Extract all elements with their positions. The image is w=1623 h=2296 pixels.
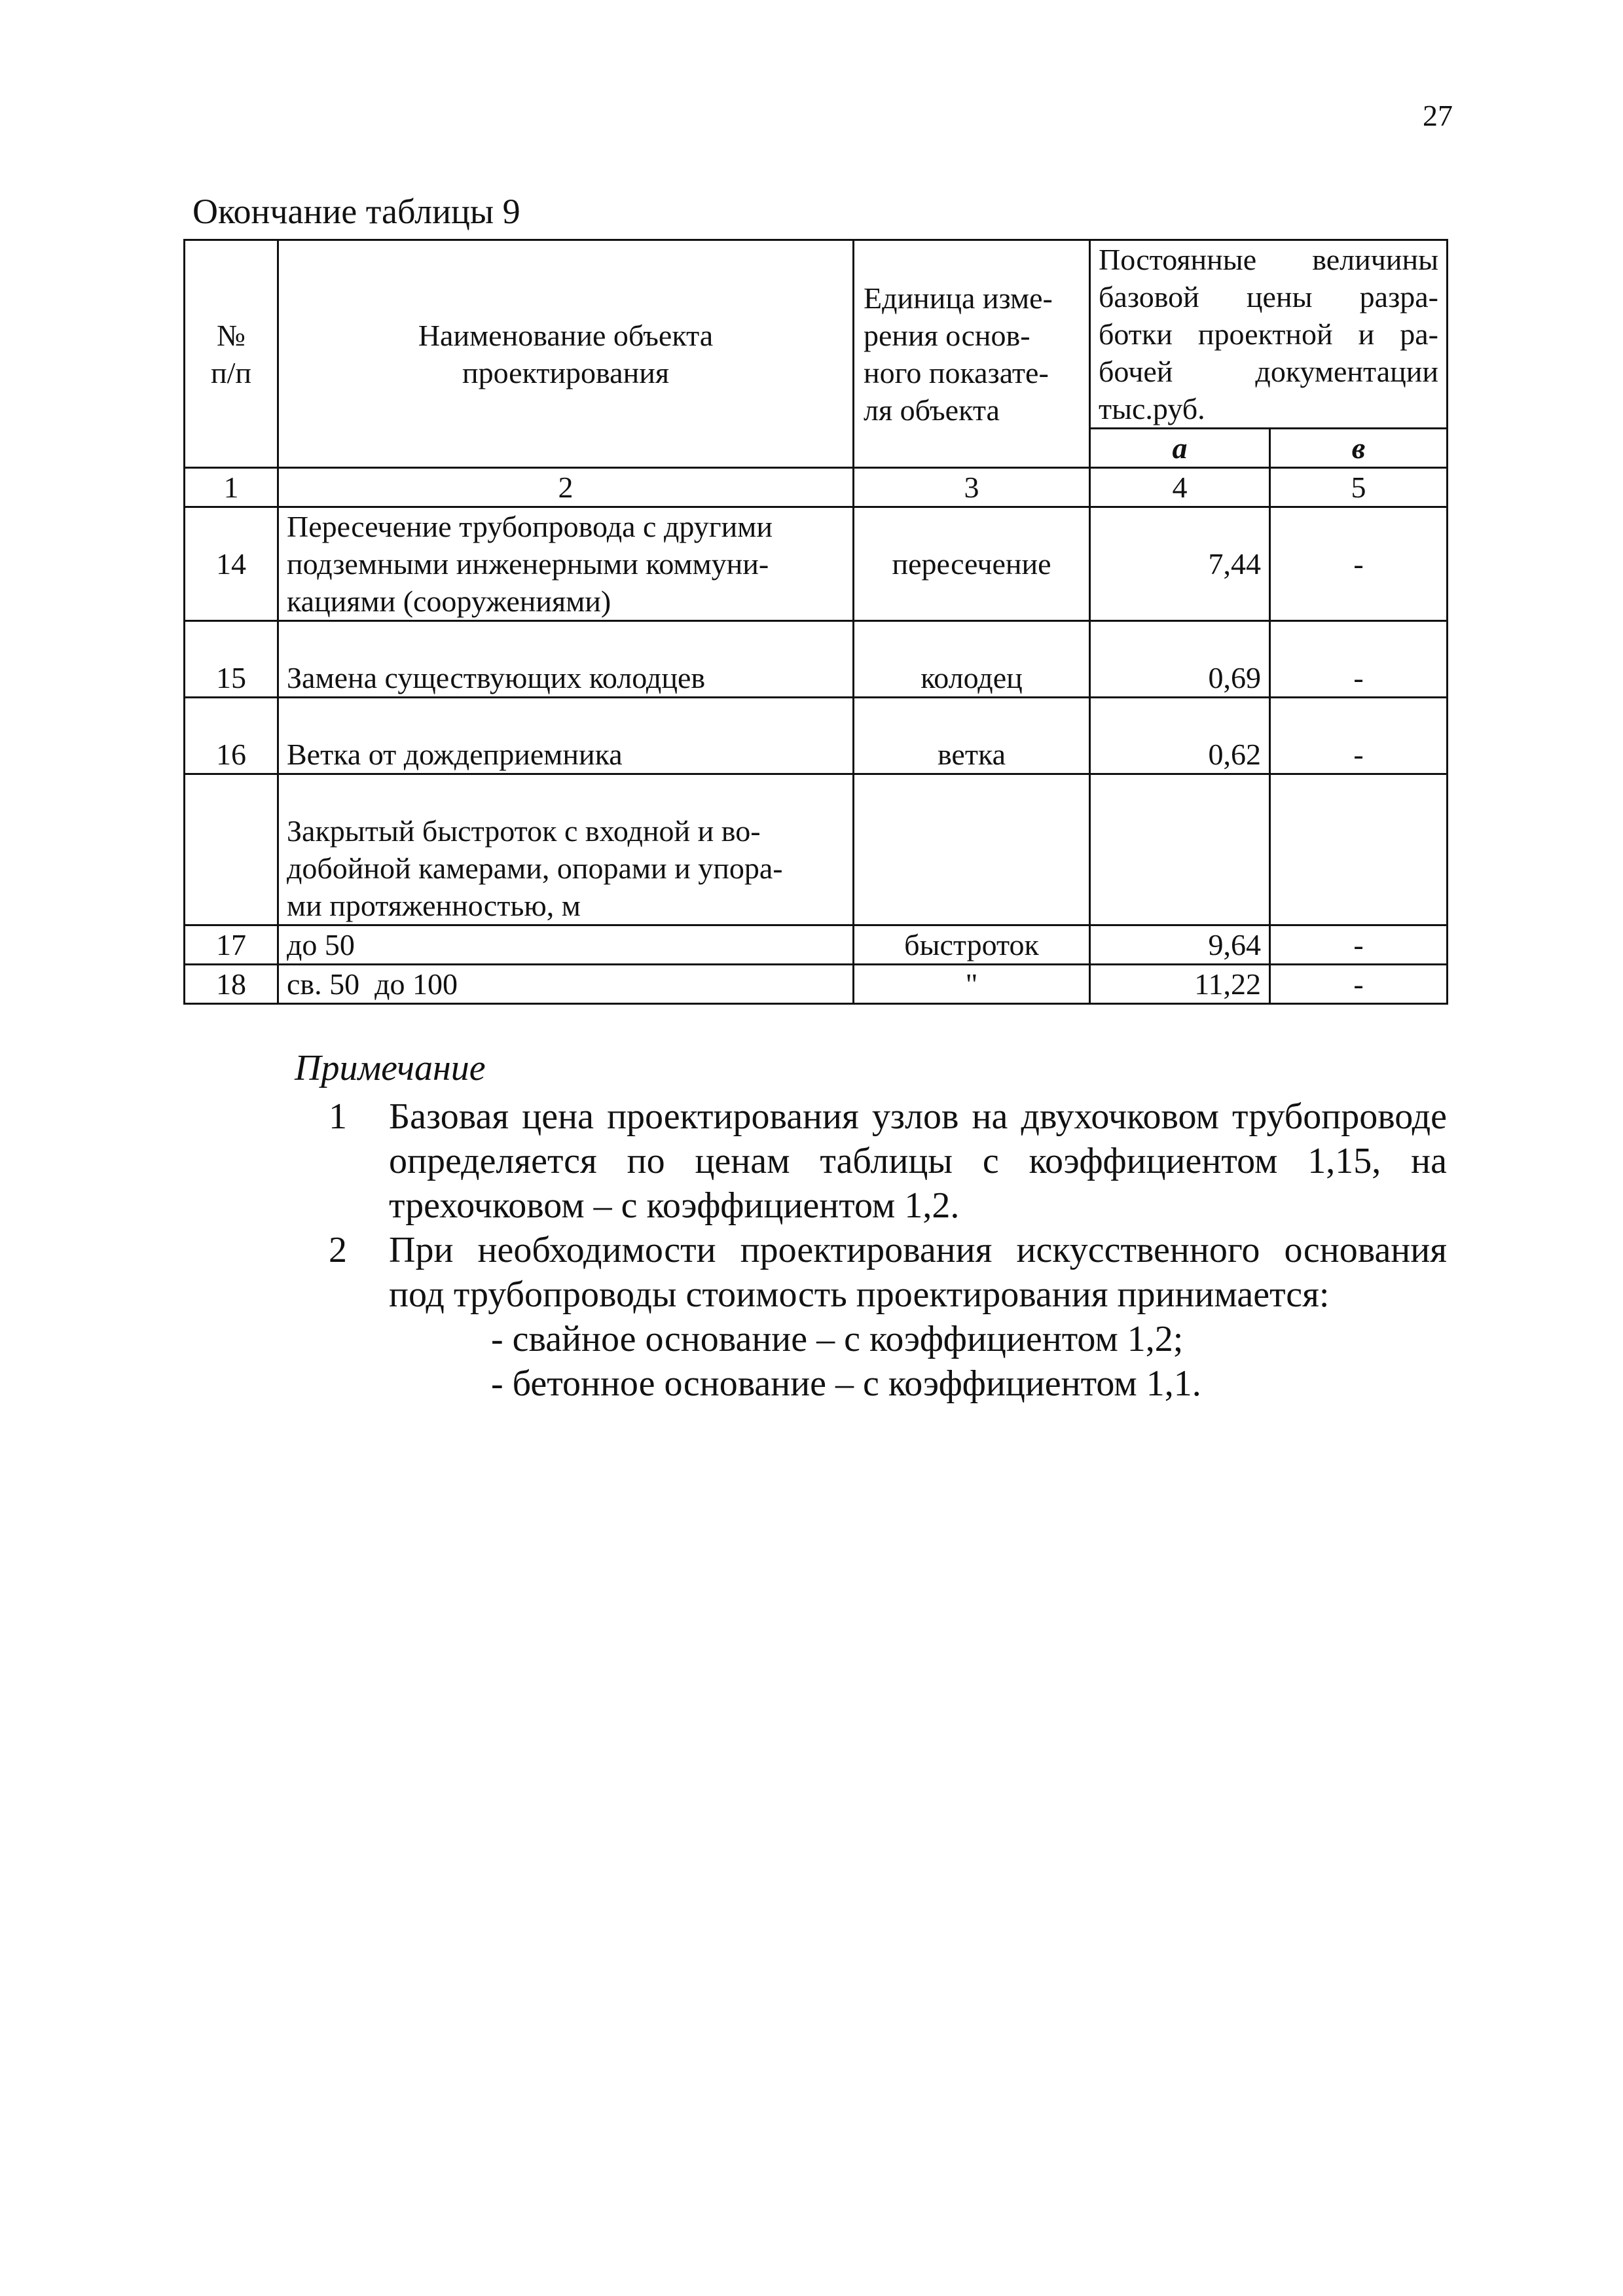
col-number: 3 bbox=[854, 468, 1090, 507]
subheader-b: в bbox=[1270, 429, 1448, 468]
table-row bbox=[185, 507, 1448, 621]
row-unit: пересечение bbox=[854, 507, 1090, 621]
row-value-b: - bbox=[1270, 698, 1448, 774]
table-row-intro bbox=[185, 774, 1448, 925]
row-name: Ветка от дождеприемника bbox=[278, 698, 854, 774]
row-unit: ветка bbox=[854, 698, 1090, 774]
header-name: Наименование объекта проектирования bbox=[278, 240, 854, 468]
row-unit: колодец bbox=[854, 621, 1090, 698]
column-numbers-row bbox=[185, 468, 1448, 507]
row-value-a: 0,62 bbox=[1090, 698, 1270, 774]
col-number: 2 bbox=[278, 468, 854, 507]
row-number: 14 bbox=[185, 507, 278, 621]
notes-title: Примечание bbox=[295, 1048, 486, 1088]
row-name: св. 50 до 100 bbox=[278, 965, 854, 1004]
table-row bbox=[185, 925, 1448, 965]
note-item: 1 Базовая цена проектирования узлов на двухочковом трубопроводе определяется по ценам таблицы с коэффициентом 1,15, на трехочковом – с коэффициентом 1,2. bbox=[329, 1096, 1447, 1226]
row-number: 15 bbox=[185, 621, 278, 698]
note-item: 2 При необходимости проектирования искусственного основания под трубопроводы стоимость проектирования принимается: bbox=[329, 1230, 1447, 1315]
row-name: Закрытый быстроток с входной и во- добойной камерами, опорами и упора- ми протяженностью, м bbox=[278, 774, 854, 925]
row-value-b: - bbox=[1270, 621, 1448, 698]
header-number: № п/п bbox=[185, 240, 278, 468]
notes-list bbox=[321, 1094, 1447, 1406]
col-number: 5 bbox=[1270, 468, 1448, 507]
row-number: 16 bbox=[185, 698, 278, 774]
row-unit: быстроток bbox=[854, 925, 1090, 965]
page-number: 27 bbox=[1423, 99, 1453, 132]
table-row bbox=[185, 965, 1448, 1004]
header-constants: Постоянные величины базовой цены разра- ботки проектной и ра- бочей документации тыс.руб. bbox=[1090, 240, 1448, 429]
table-row bbox=[185, 698, 1448, 774]
row-unit: " bbox=[854, 965, 1090, 1004]
price-table bbox=[183, 239, 1448, 1005]
row-value-a: 0,69 bbox=[1090, 621, 1270, 698]
row-number: 17 bbox=[185, 925, 278, 965]
row-value-a: 11,22 bbox=[1090, 965, 1270, 1004]
note-bullet: - свайное основание – с коэффициентом 1,2; bbox=[491, 1319, 1184, 1359]
header-unit: Единица изме- рения основ- ного показате- ля объекта bbox=[854, 240, 1090, 468]
col-number: 1 bbox=[185, 468, 278, 507]
subheader-a: а bbox=[1090, 429, 1270, 468]
row-value-b: - bbox=[1270, 965, 1448, 1004]
col-number: 4 bbox=[1090, 468, 1270, 507]
row-name: Пересечение трубопровода с другими подземными инженерными коммуни- кациями (сооружениями) bbox=[278, 507, 854, 621]
row-value-b: - bbox=[1270, 507, 1448, 621]
note-bullet: - бетонное основание – с коэффициентом 1,1. bbox=[491, 1363, 1201, 1404]
table-row bbox=[185, 621, 1448, 698]
table-caption: Окончание таблицы 9 bbox=[192, 192, 520, 231]
row-name: до 50 bbox=[278, 925, 854, 965]
row-number: 18 bbox=[185, 965, 278, 1004]
row-name: Замена существующих колодцев bbox=[278, 621, 854, 698]
row-value-a: 7,44 bbox=[1090, 507, 1270, 621]
row-value-b: - bbox=[1270, 925, 1448, 965]
header-row bbox=[185, 240, 1448, 429]
row-value-a: 9,64 bbox=[1090, 925, 1270, 965]
